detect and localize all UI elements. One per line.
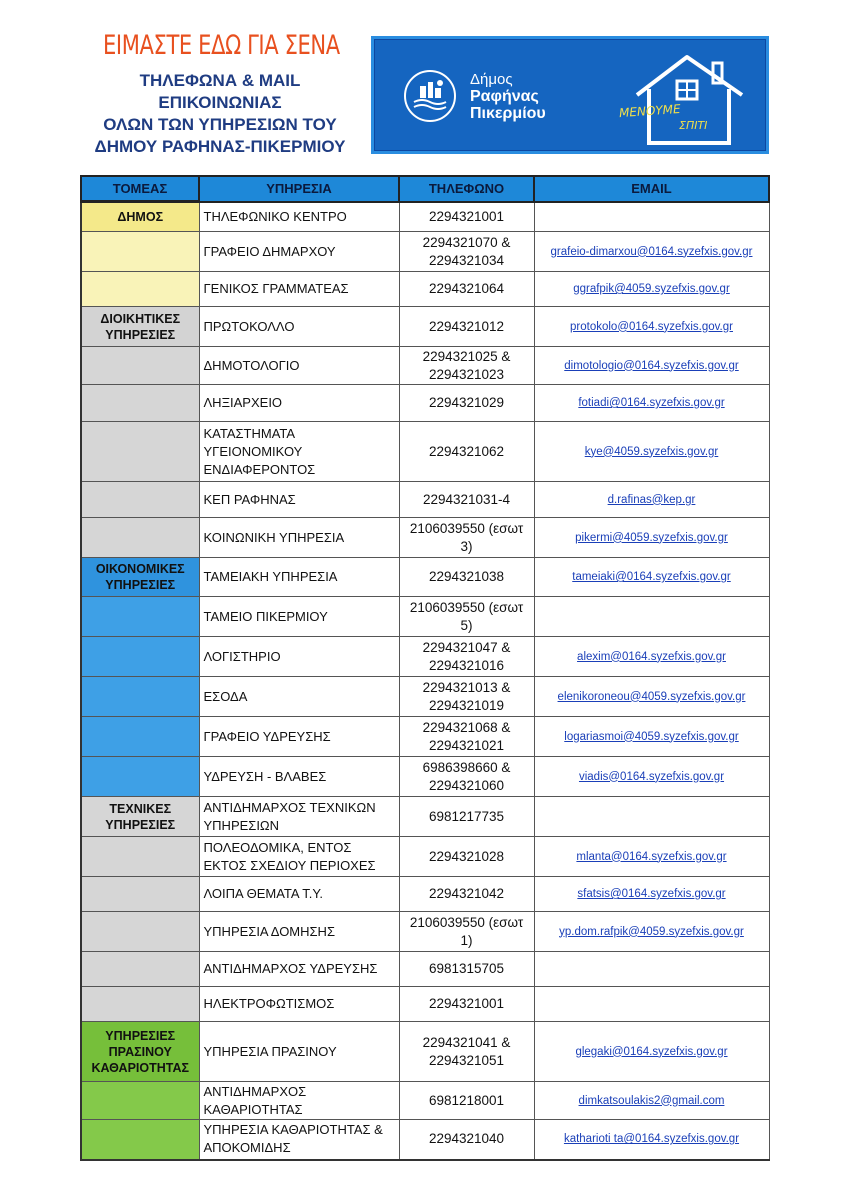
email-cell xyxy=(534,637,769,677)
subtitle-line: ΕΠΙΚΟΙΝΩΝΙΑΣ xyxy=(158,93,282,112)
phone-cell: 2294321041 & 2294321051 xyxy=(399,1022,534,1082)
email-link[interactable]: protokolo@0164.syzefxis.gov.gr xyxy=(570,320,733,333)
email-cell xyxy=(534,385,769,422)
table-row xyxy=(81,597,769,637)
email-cell xyxy=(534,797,769,837)
sector-cell xyxy=(81,385,199,422)
phone-cell: 2294321001 xyxy=(399,202,534,232)
phone-cell: 2294321068 & 2294321021 xyxy=(399,717,534,757)
service-cell: ΚΕΠ ΡΑΦΗΝΑΣ xyxy=(199,482,399,518)
email-cell xyxy=(534,757,769,797)
phone-cell: 6986398660 & 2294321060 xyxy=(399,757,534,797)
email-link[interactable]: logariasmoi@4059.syzefxis.gov.gr xyxy=(564,730,739,743)
email-link[interactable]: glegaki@0164.syzefxis.gov.gr xyxy=(575,1045,728,1058)
email-cell xyxy=(534,1082,769,1120)
sector-cell: ΔΗΜΟΣ xyxy=(81,202,199,232)
sector-cell xyxy=(81,912,199,952)
email-cell xyxy=(534,558,769,597)
sector-cell xyxy=(81,482,199,518)
municipality-line: Δήμος xyxy=(470,71,513,88)
sector-cell: ΥΠΗΡΕΣΙΕΣ ΠΡΑΣΙΝΟΥ ΚΑΘΑΡΙΟΤΗΤΑΣ xyxy=(81,1022,199,1082)
sector-cell xyxy=(81,987,199,1022)
phone-cell: 2294321047 & 2294321016 xyxy=(399,637,534,677)
column-header-sector: ΤΟΜΕΑΣ xyxy=(81,176,199,202)
house-icon xyxy=(617,45,757,150)
service-cell: ΑΝΤΙΔΗΜΑΡΧΟΣ ΚΑΘΑΡΙΟΤΗΤΑΣ xyxy=(199,1082,399,1120)
service-cell: ΓΡΑΦΕΙΟ ΔΗΜΑΡΧΟΥ xyxy=(199,232,399,272)
table-row xyxy=(81,912,769,952)
service-cell: ΗΛΕΚΤΡΟΦΩΤΙΣΜΟΣ xyxy=(199,987,399,1022)
table-row xyxy=(81,272,769,307)
service-cell: ΓΡΑΦΕΙΟ ΥΔΡΕΥΣΗΣ xyxy=(199,717,399,757)
service-cell: ΤΗΛΕΦΩΝΙΚΟ ΚΕΝΤΡΟ xyxy=(199,202,399,232)
email-cell xyxy=(534,232,769,272)
sector-cell: ΤΕΧΝΙΚΕΣ ΥΠΗΡΕΣΙΕΣ xyxy=(81,797,199,837)
phone-cell: 6981217735 xyxy=(399,797,534,837)
table-row xyxy=(81,202,769,232)
table-row xyxy=(81,518,769,558)
service-cell: ΓΕΝΙΚΟΣ ΓΡΑΜΜΑΤΕΑΣ xyxy=(199,272,399,307)
sector-cell xyxy=(81,518,199,558)
sector-cell: ΔΙΟΙΚΗΤΙΚΕΣ ΥΠΗΡΕΣΙΕΣ xyxy=(81,307,199,347)
phone-cell: 2294321040 xyxy=(399,1120,534,1160)
slogan: ΕΙΜΑΣΤΕ ΕΔΩ ΓΙΑ ΣΕΝΑ xyxy=(103,30,340,61)
service-cell: ΕΣΟΔΑ xyxy=(199,677,399,717)
table-row xyxy=(81,757,769,797)
sector-cell xyxy=(81,272,199,307)
service-cell: ΑΝΤΙΔΗΜΑΡΧΟΣ ΥΔΡΕΥΣΗΣ xyxy=(199,952,399,987)
phone-cell: 2294321025 & 2294321023 xyxy=(399,347,534,385)
table-row xyxy=(81,1022,769,1082)
email-link[interactable]: kye@4059.syzefxis.gov.gr xyxy=(584,445,719,458)
email-cell xyxy=(534,717,769,757)
header-title-block xyxy=(70,28,370,158)
email-cell xyxy=(534,202,769,232)
email-link[interactable]: yp.dom.rafpik@4059.syzefxis.gov.gr xyxy=(559,925,744,938)
phone-cell: 6981218001 xyxy=(399,1082,534,1120)
phone-cell: 2106039550 (εσωτ 1) xyxy=(399,912,534,952)
phone-cell: 2294321038 xyxy=(399,558,534,597)
table-row xyxy=(81,677,769,717)
table-row xyxy=(81,837,769,877)
email-cell xyxy=(534,677,769,717)
sector-cell xyxy=(81,637,199,677)
email-cell xyxy=(534,1120,769,1160)
column-header-email: EMAIL xyxy=(534,176,769,202)
column-header-phone: ΤΗΛΕΦΩΝΟ xyxy=(399,176,534,202)
email-link[interactable]: fotiadi@0164.syzefxis.gov.gr xyxy=(578,397,725,409)
email-cell xyxy=(534,1022,769,1082)
phone-cell: 2294321013 & 2294321019 xyxy=(399,677,534,717)
sector-cell xyxy=(81,232,199,272)
email-cell xyxy=(534,307,769,347)
table-row xyxy=(81,482,769,518)
phone-cell: 6981315705 xyxy=(399,952,534,987)
sector-cell xyxy=(81,717,199,757)
sector-cell xyxy=(81,597,199,637)
email-cell xyxy=(534,482,769,518)
table-row xyxy=(81,558,769,597)
email-link[interactable]: elenikoroneou@4059.syzefxis.gov.gr xyxy=(557,690,746,703)
municipality-line: Ραφήνας xyxy=(470,88,539,105)
service-cell: ΥΠΗΡΕΣΙΑ ΚΑΘΑΡΙΟΤΗΤΑΣ & ΑΠΟΚΟΜΙΔΗΣ xyxy=(199,1120,399,1160)
phone-cell: 2294321031-4 xyxy=(399,482,534,518)
sector-cell xyxy=(81,952,199,987)
service-cell: ΥΔΡΕΥΣΗ - ΒΛΑΒΕΣ xyxy=(199,757,399,797)
email-cell xyxy=(534,987,769,1022)
table-row xyxy=(81,637,769,677)
sector-cell xyxy=(81,422,199,482)
table-row xyxy=(81,385,769,422)
subtitle-line: ΟΛΩΝ ΤΩΝ ΥΠΗΡΕΣΙΩΝ ΤΟΥ xyxy=(103,115,337,134)
table-row xyxy=(81,347,769,385)
table-row xyxy=(81,987,769,1022)
service-cell: ΠΡΩΤΟΚΟΛΛΟ xyxy=(199,307,399,347)
phone-cell: 2294321012 xyxy=(399,307,534,347)
email-link[interactable]: tameiaki@0164.syzefxis.gov.gr xyxy=(572,571,731,583)
email-cell xyxy=(534,422,769,482)
phone-cell: 2106039550 (εσωτ 5) xyxy=(399,597,534,637)
service-cell: ΤΑΜΕΙΟ ΠΙΚΕΡΜΙΟΥ xyxy=(199,597,399,637)
sector-cell xyxy=(81,1082,199,1120)
service-cell: ΤΑΜΕΙΑΚΗ ΥΠΗΡΕΣΙΑ xyxy=(199,558,399,597)
municipality-emblem-icon xyxy=(404,70,456,122)
stay-home-text: ΣΠΙΤΙ xyxy=(679,119,708,132)
table-row xyxy=(81,952,769,987)
service-cell: ΥΠΗΡΕΣΙΑ ΠΡΑΣΙΝΟΥ xyxy=(199,1022,399,1082)
email-link[interactable]: sfatsis@0164.syzefxis.gov.gr xyxy=(577,888,726,900)
email-cell xyxy=(534,347,769,385)
email-link[interactable]: ggrafpik@4059.syzefxis.gov.gr xyxy=(573,283,730,295)
sector-cell xyxy=(81,877,199,912)
email-link[interactable]: viadis@0164.syzefxis.gov.gr xyxy=(578,770,725,783)
email-cell xyxy=(534,912,769,952)
service-cell: ΛΟΓΙΣΤΗΡΙΟ xyxy=(199,637,399,677)
email-link[interactable]: katharioti ta@0164.syzefxis.gov.gr xyxy=(563,1133,740,1146)
email-cell xyxy=(534,597,769,637)
sector-cell xyxy=(81,1120,199,1160)
phone-cell: 2294321062 xyxy=(399,422,534,482)
municipality-line: Πικερμίου xyxy=(470,105,546,122)
email-cell xyxy=(534,837,769,877)
service-cell: ΥΠΗΡΕΣΙΑ ΔΟΜΗΣΗΣ xyxy=(199,912,399,952)
sector-cell xyxy=(81,677,199,717)
service-cell: ΚΑΤΑΣΤΗΜΑΤΑ ΥΓΕΙΟΝΟΜΙΚΟΥ ΕΝΔΙΑΦΕΡΟΝΤΟΣ xyxy=(199,422,399,482)
service-cell: ΛΟΙΠΑ ΘΕΜΑΤΑ Τ.Υ. xyxy=(199,877,399,912)
email-link[interactable]: mlanta@0164.syzefxis.gov.gr xyxy=(576,850,727,863)
email-cell xyxy=(534,877,769,912)
column-header-service: ΥΠΗΡΕΣΙΑ xyxy=(199,176,399,202)
table-row xyxy=(81,797,769,837)
sector-cell: ΟΙΚΟΝΟΜΙΚΕΣ ΥΠΗΡΕΣΙΕΣ xyxy=(81,558,199,597)
stay-home-text: ΜΕΝΟΥΜΕ xyxy=(618,101,682,121)
phone-cell: 2294321001 xyxy=(399,987,534,1022)
service-cell: ΑΝΤΙΔΗΜΑΡΧΟΣ ΤΕΧΝΙΚΩΝ ΥΠΗΡΕΣΙΩΝ xyxy=(199,797,399,837)
table-row xyxy=(81,422,769,482)
email-cell xyxy=(534,272,769,307)
table-row xyxy=(81,717,769,757)
phone-cell: 2106039550 (εσωτ 3) xyxy=(399,518,534,558)
email-link[interactable]: dimotologio@0164.syzefxis.gov.gr xyxy=(564,359,739,372)
sector-cell xyxy=(81,757,199,797)
table-row xyxy=(81,1082,769,1120)
email-link[interactable]: grafeio-dimarxou@0164.syzefxis.gov.gr xyxy=(550,245,753,258)
phone-cell: 2294321070 & 2294321034 xyxy=(399,232,534,272)
email-cell xyxy=(534,518,769,558)
subtitle xyxy=(70,70,370,158)
subtitle-line: ΤΗΛΕΦΩΝΑ & MAIL xyxy=(139,71,301,90)
table-row xyxy=(81,232,769,272)
sector-cell xyxy=(81,837,199,877)
email-link[interactable]: alexim@0164.syzefxis.gov.gr xyxy=(577,650,726,663)
phone-cell: 2294321028 xyxy=(399,837,534,877)
email-link[interactable]: pikermi@4059.syzefxis.gov.gr xyxy=(575,531,728,544)
sector-cell xyxy=(81,347,199,385)
municipality-logo-banner xyxy=(371,36,769,154)
service-cell: ΚΟΙΝΩΝΙΚΗ ΥΠΗΡΕΣΙΑ xyxy=(199,518,399,558)
subtitle-line: ΔΗΜΟΥ ΡΑΦΗΝΑΣ-ΠΙΚΕΡΜΙΟΥ xyxy=(94,137,346,156)
table-row xyxy=(81,307,769,347)
table-row xyxy=(81,1120,769,1160)
phone-cell: 2294321064 xyxy=(399,272,534,307)
service-cell: ΠΟΛΕΟΔΟΜΙΚΑ, ΕΝΤΟΣ ΕΚΤΟΣ ΣΧΕΔΙΟΥ ΠΕΡΙΟΧΕΣ xyxy=(199,837,399,877)
phone-cell: 2294321042 xyxy=(399,877,534,912)
table-header-row xyxy=(81,176,769,202)
municipality-name xyxy=(470,71,546,122)
service-cell: ΔΗΜΟΤΟΛΟΓΙΟ xyxy=(199,347,399,385)
table-row xyxy=(81,877,769,912)
email-link[interactable]: dimkatsoulakis2@gmail.com xyxy=(578,1094,725,1107)
phone-cell: 2294321029 xyxy=(399,385,534,422)
service-cell: ΛΗΞΙΑΡΧΕΙΟ xyxy=(199,385,399,422)
contacts-table xyxy=(80,175,770,1161)
email-cell xyxy=(534,952,769,987)
email-link[interactable]: d.rafinas@kep.gr xyxy=(607,493,696,506)
